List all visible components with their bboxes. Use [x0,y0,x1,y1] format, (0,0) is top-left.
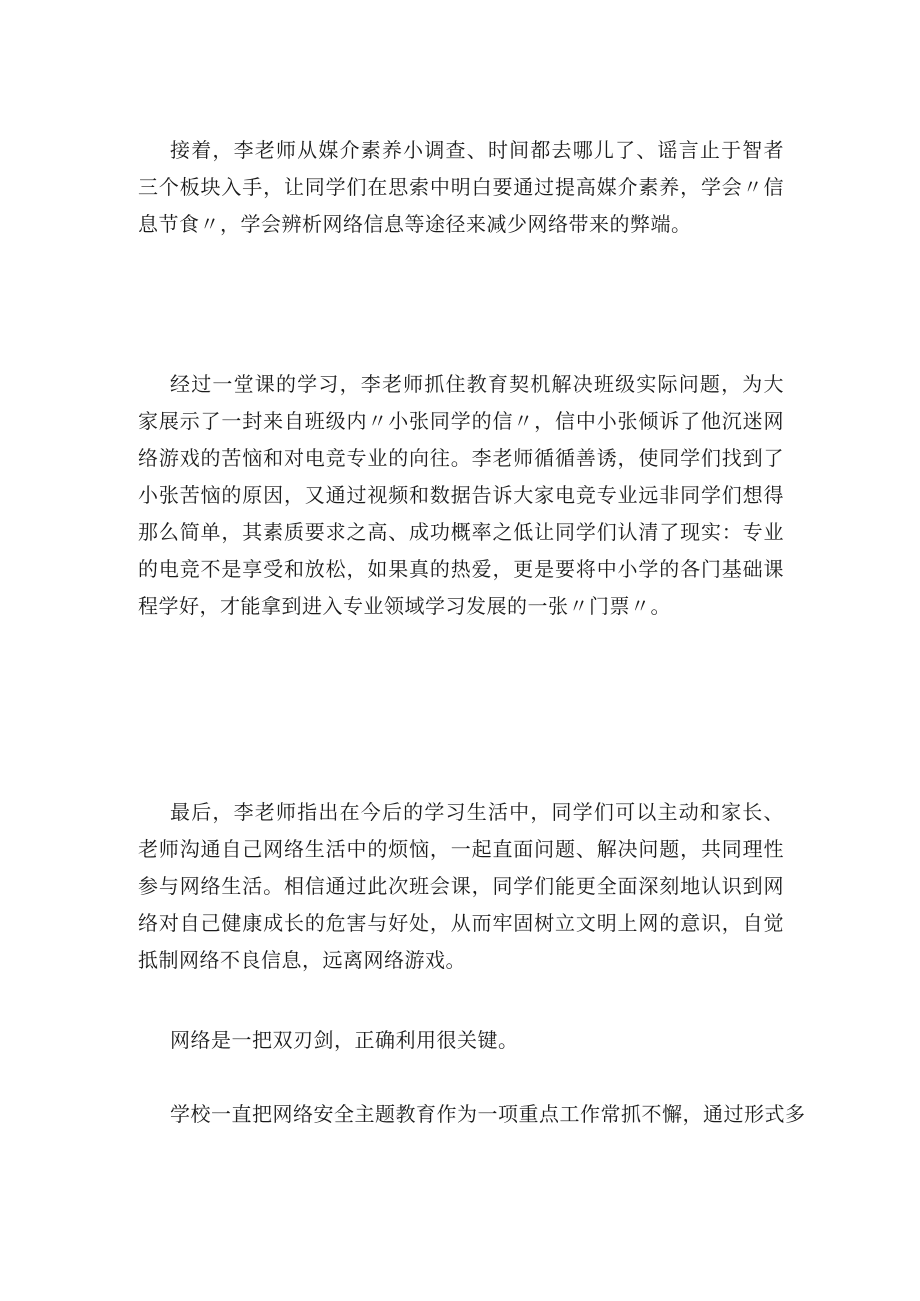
paragraph-double-edged-sword: 网络是一把双刃剑，正确利用很关键。 [170,1028,519,1052]
paragraph-student-letter: 经过一堂课的学习，李老师抓住教育契机解决班级实际问题，为大家展示了一封来自班级内〃小张同学的信〃，信中小张倾诉了他沉迷网络游戏的苦恼和对电竞专业的向往。李老师循循善诱，使同学们找到了小张苦恼的原因，又通过视频和数据告诉大家电竞专业远非同学们想得那么简单，其素质要求之高、成功概率之低让同学们认清了现实：专业的电竞不是享受和放松，如果真的热爱，更是要将中小学的各门基础课程学好，才能拿到进入专业领域学习发展的一张〃门票〃。 [138,372,784,618]
paragraph-conclusion: 最后，李老师指出在今后的学习生活中，同学们可以主动和家长、老师沟通自己网络生活中的烦恼，一起直面问题、解决问题，共同理性参与网络生活。相信通过此次班会课，同学们能更全面深刻地认识到网络对自己健康成长的危害与好处，从而牢固树立文明上网的意识，自觉抵制网络不良信息，远离网络游戏。 [138,800,784,972]
paragraph-school-safety-education: 学校一直把网络安全主题教育作为一项重点工作常抓不懈，通过形式多 [170,1102,806,1126]
paragraph-media-literacy: 接着，李老师从媒介素养小调查、时间都去哪儿了、谣言止于智者三个板块入手，让同学们在思索中明白要通过提高媒介素养，学会〃信息节食〃，学会辨析网络信息等途径来减少网络带来的弊端。 [138,138,784,236]
